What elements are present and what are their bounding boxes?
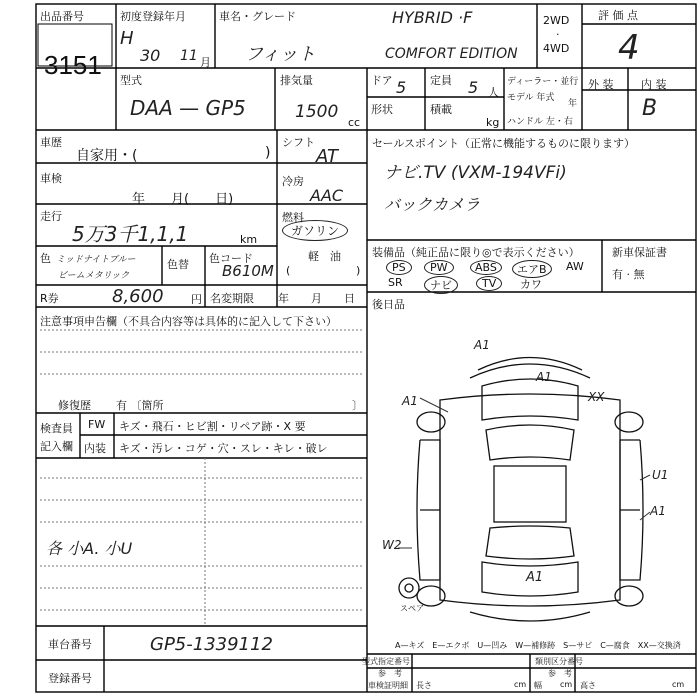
width-label: 幅 bbox=[534, 681, 542, 690]
equip-airbag: エアB bbox=[512, 260, 552, 278]
displacement-label: 排気量 bbox=[280, 74, 313, 87]
width-unit: cm bbox=[560, 680, 573, 689]
color-value-1: ミッドナイトブルー bbox=[56, 255, 136, 265]
vehicle-cert-label: 車検証明細 bbox=[368, 681, 408, 690]
equip-label: 装備品（純正品に限り◎で表示ください） bbox=[372, 246, 580, 259]
equip-navi: ナビ bbox=[424, 276, 458, 294]
dealer-label: ディーラー・並行 bbox=[507, 77, 579, 87]
color-code-label: 色コード bbox=[209, 252, 253, 265]
type-designation-label: 型式指定番号 bbox=[362, 657, 410, 666]
name-change-label: 名変期限 bbox=[210, 292, 254, 305]
kg-unit: kg bbox=[486, 116, 500, 129]
fuel-label: 燃料 bbox=[282, 211, 304, 224]
equip-pw: PW bbox=[424, 260, 454, 275]
shift-value: AT bbox=[316, 146, 338, 167]
model-year-label: モデル 年式 bbox=[507, 93, 555, 103]
color-value-2: ビームメタリック bbox=[58, 271, 130, 281]
handwritten-note: 各 小A. 小U bbox=[46, 539, 133, 558]
name-grade-label: 車名・グレード bbox=[219, 10, 296, 23]
grade-line1: HYBRID ·F bbox=[392, 8, 473, 27]
ac-label: 冷房 bbox=[282, 175, 304, 188]
category-ref: 参 考 bbox=[548, 669, 572, 678]
interior-items: キズ・汚レ・コゲ・穴・スレ・キレ・破レ bbox=[119, 442, 328, 455]
model-code: DAA — GP5 bbox=[130, 96, 246, 120]
drive-2wd: 2WD bbox=[543, 14, 570, 27]
mark-xx-right: XX bbox=[588, 390, 605, 404]
height-unit: cm bbox=[672, 680, 685, 689]
equip-abs: ABS bbox=[470, 260, 502, 275]
paren-close: ) bbox=[356, 264, 361, 277]
lot-number: 3151 bbox=[44, 50, 102, 80]
displacement-value: 1500 bbox=[295, 102, 339, 122]
repair-value: 有 〔箇所 bbox=[116, 399, 164, 412]
model-name: フィット bbox=[245, 44, 316, 65]
year-unit: 年 bbox=[568, 99, 578, 109]
interior-label: 内 装 bbox=[641, 78, 667, 91]
month-unit: 月 bbox=[200, 56, 211, 69]
recycle-value: 8,600 bbox=[112, 286, 164, 307]
mark-a1-right-door: A1 bbox=[650, 504, 666, 518]
type-designation-ref: 参 考 bbox=[378, 669, 402, 678]
notes-label: 注意事項申告欄（不具合内容等は具体的に記入して下さい） bbox=[40, 315, 337, 328]
mark-u1-right: U1 bbox=[652, 468, 669, 482]
fuel-value: ガソリン bbox=[282, 220, 348, 241]
paren-open: ( bbox=[286, 264, 291, 277]
aftermarket-label: 後日品 bbox=[372, 298, 405, 311]
diesel-label: 軽 油 bbox=[308, 250, 341, 263]
mileage-value: 5万3千1,1,1 bbox=[72, 222, 189, 246]
mark-a1-trunk: A1 bbox=[526, 570, 544, 585]
yen-unit: 円 bbox=[191, 293, 202, 306]
height-label: 高さ bbox=[580, 681, 596, 690]
handle-label: ハンドル 左・右 bbox=[507, 117, 573, 127]
score-label: 評 価 点 bbox=[598, 9, 638, 22]
fw-items: キズ・飛石・ヒビ割・リペア跡・X 要 bbox=[119, 420, 306, 433]
recycle-label: R券 bbox=[40, 292, 59, 305]
category-label: 類別区分番号 bbox=[535, 657, 583, 666]
score-value: 4 bbox=[618, 28, 640, 68]
first-reg-label: 初度登録年月 bbox=[120, 10, 186, 23]
km-unit: km bbox=[240, 233, 258, 246]
drive-4wd: 4WD bbox=[543, 42, 570, 55]
record-label: 記入欄 bbox=[40, 440, 73, 453]
sales-line-1: ナビ.TV (VXM-194VFi) bbox=[384, 163, 567, 183]
lot-label: 出品番号 bbox=[40, 10, 84, 23]
model-code-label: 型式 bbox=[120, 74, 142, 87]
mark-a1-left: A1 bbox=[402, 394, 418, 408]
repair-close: 〕 bbox=[352, 399, 363, 412]
grade-line2: COMFORT EDITION bbox=[385, 46, 518, 62]
reg-year: 30 bbox=[140, 46, 161, 65]
interior-score: B bbox=[642, 96, 658, 121]
equip-sr: SR bbox=[388, 276, 403, 289]
sales-line-2: バックカメラ bbox=[384, 195, 481, 214]
sales-point-label: セールスポイント（正常に機能するものに限ります） bbox=[372, 137, 636, 150]
length-unit: cm bbox=[514, 680, 527, 689]
exterior-label: 外 装 bbox=[588, 78, 614, 91]
repair-label: 修復歴 bbox=[58, 399, 91, 412]
shape-label: 形状 bbox=[371, 103, 393, 116]
reg-month: 11 bbox=[180, 48, 198, 64]
chassis-value: GP5-1339112 bbox=[150, 634, 273, 655]
history-value: 自家用・( bbox=[76, 148, 138, 164]
shaken-value: 年 月( 日) bbox=[132, 192, 234, 207]
equip-aw: AW bbox=[566, 260, 584, 273]
name-change-value: 年 月 日 bbox=[278, 292, 355, 305]
fw-label: FW bbox=[88, 418, 106, 431]
inspect-label: 検査員 bbox=[40, 422, 73, 435]
ac-value: AAC bbox=[310, 186, 344, 205]
chassis-label: 車台番号 bbox=[48, 638, 92, 651]
mark-a1-front: A1 bbox=[474, 338, 490, 352]
cc-unit: cc bbox=[348, 116, 361, 129]
shift-label: シフト bbox=[282, 136, 315, 149]
mileage-label: 走行 bbox=[40, 210, 62, 223]
load-label: 積載 bbox=[430, 103, 452, 116]
reg-label: 登録番号 bbox=[48, 672, 92, 685]
capacity-label: 定員 bbox=[430, 74, 452, 87]
color-code: B610M bbox=[222, 262, 274, 280]
damage-legend: A—キズ E—エクボ U—凹み W—補修跡 S—サビ C—腐食 XX—交換済 bbox=[395, 641, 681, 650]
interior-notes-label: 内装 bbox=[84, 442, 106, 455]
capacity-value: 5 bbox=[468, 78, 479, 97]
mark-w2-left: W2 bbox=[382, 538, 402, 552]
history-label: 車歴 bbox=[40, 136, 62, 149]
warranty-label: 新車保証書 bbox=[612, 246, 667, 259]
shaken-label: 車検 bbox=[40, 172, 62, 185]
doors-value: 5 bbox=[396, 78, 407, 97]
history-close: ) bbox=[265, 145, 271, 161]
spare-label: スペア bbox=[400, 604, 424, 613]
length-label: 長さ bbox=[416, 681, 432, 690]
warranty-value: 有 · 無 bbox=[612, 268, 645, 281]
drive-dot: · bbox=[556, 28, 560, 41]
doors-label: ドア bbox=[371, 74, 393, 87]
equip-tv: TV bbox=[476, 276, 502, 291]
equip-leather: カワ bbox=[520, 278, 542, 291]
era: H bbox=[120, 28, 134, 49]
equip-ps: PS bbox=[386, 260, 412, 275]
person-unit: 人 bbox=[488, 86, 499, 99]
mark-a1-hood: A1 bbox=[536, 370, 552, 384]
recolor-label: 色替 bbox=[167, 258, 189, 271]
color-label: 色 bbox=[40, 252, 51, 265]
